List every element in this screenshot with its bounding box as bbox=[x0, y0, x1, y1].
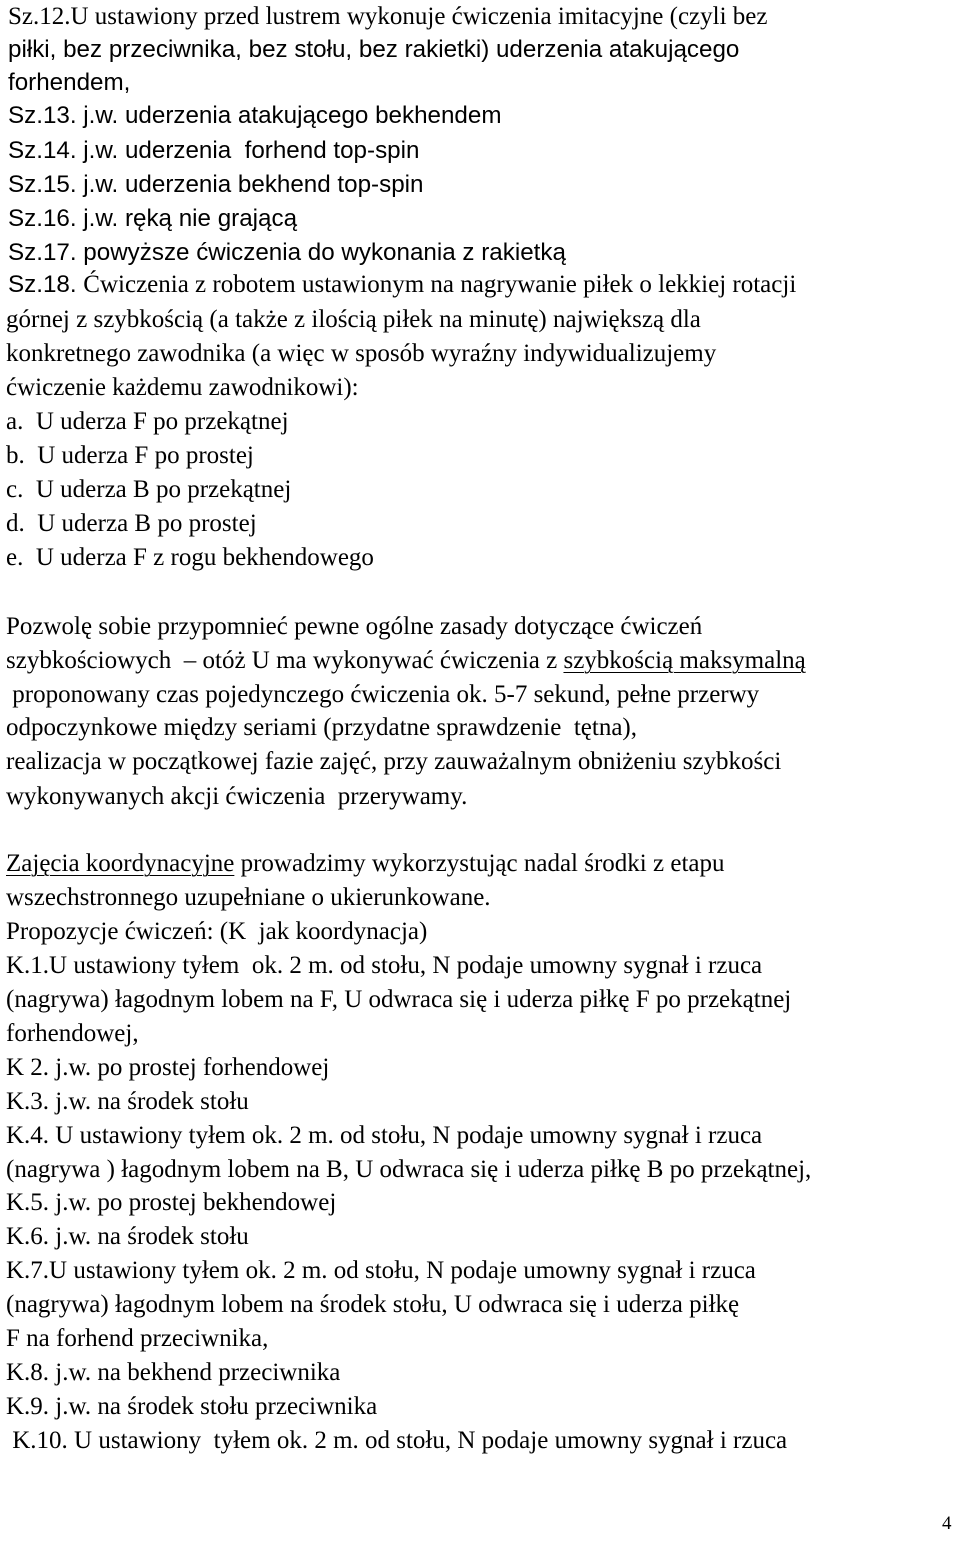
text-line bbox=[6, 646, 806, 676]
text-line-principles: Pozwolę sobie przypomnieć pewne ogólne zasady dotyczące ćwiczeń bbox=[6, 613, 703, 640]
text-line-coordination bbox=[6, 849, 724, 879]
text-line: (nagrywa ) łagodnym lobem na B, U odwraca się i uderza piłkę B po przekątnej, bbox=[6, 1156, 812, 1183]
underlined-text: szybkością maksymalną bbox=[563, 647, 806, 674]
text-line: górnej z szybkością (a także z ilością piłek na minutę) największą dla bbox=[6, 306, 701, 333]
text-line-sz15: Sz.15. j.w. uderzenia bekhend top-spin bbox=[8, 171, 424, 198]
text-line-sz13: Sz.13. j.w. uderzenia atakującego bekhendem bbox=[8, 102, 502, 129]
text-line: odpoczynkowe między seriami (przydatne sprawdzenie tętna), bbox=[6, 714, 637, 741]
list-item-d: d. U uderza B po prostej bbox=[6, 510, 257, 537]
sz18-text: Ćwiczenia z robotem ustawionym na nagrywanie piłek o lekkiej rotacji bbox=[83, 271, 797, 298]
text-line: piłki, bez przeciwnika, bez stołu, bez rakietki) uderzenia atakującego bbox=[8, 36, 740, 63]
list-item-a: a. U uderza F po przekątnej bbox=[6, 408, 289, 435]
text-line-k5: K.5. j.w. po prostej bekhendowej bbox=[6, 1189, 337, 1216]
text-segment: szybkościowych – otóż U ma wykonywać ćwiczenia z bbox=[6, 647, 564, 674]
text-line-k2: K 2. j.w. po prostej forhendowej bbox=[6, 1054, 330, 1081]
text-line-k9: K.9. j.w. na środek stołu przeciwnika bbox=[6, 1393, 378, 1420]
page-number: 4 bbox=[942, 1513, 952, 1534]
text-line-k4: K.4. U ustawiony tyłem ok. 2 m. od stołu, N podaje umowny sygnał i rzuca bbox=[6, 1122, 763, 1149]
text-line: forhendowej, bbox=[6, 1020, 139, 1047]
sz18-prefix: Sz.18. bbox=[8, 271, 84, 298]
list-item-b: b. U uderza F po prostej bbox=[6, 442, 254, 469]
text-line-k3: K.3. j.w. na środek stołu bbox=[6, 1088, 249, 1115]
text-line: forhendem, bbox=[8, 69, 131, 96]
text-line-k8: K.8. j.w. na bekhend przeciwnika bbox=[6, 1359, 341, 1386]
text-line: (nagrywa) łagodnym lobem na środek stołu, U odwraca się i uderza piłkę bbox=[6, 1291, 740, 1318]
text-line: konkretnego zawodnika (a więc w sposób wyraźny indywidualizujemy bbox=[6, 340, 717, 367]
text-line: (nagrywa) łagodnym lobem na F, U odwraca się i uderza piłkę F po przekątnej bbox=[6, 986, 792, 1013]
text-line-k7: K.7.U ustawiony tyłem ok. 2 m. od stołu, N podaje umowny sygnał i rzuca bbox=[6, 1257, 756, 1284]
text-segment: prowadzimy wykorzystując nadal środki z etapu bbox=[234, 850, 725, 877]
text-line-proposals: Propozycje ćwiczeń: (K jak koordynacja) bbox=[6, 918, 428, 945]
text-line: ćwiczenie każdemu zawodnikowi): bbox=[6, 374, 359, 401]
text-line: F na forhend przeciwnika, bbox=[6, 1325, 269, 1352]
text-line-sz12: Sz.12.U ustawiony przed lustrem wykonuje ćwiczenia imitacyjne (czyli bez bbox=[8, 3, 768, 30]
underlined-heading: Zajęcia koordynacyjne bbox=[6, 850, 235, 877]
text-line-sz17: Sz.17. powyższe ćwiczenia do wykonania z rakietką bbox=[8, 239, 566, 266]
text-line: wszechstronnego uzupełniane o ukierunkowane. bbox=[6, 884, 491, 911]
text-line-k10: K.10. U ustawiony tyłem ok. 2 m. od stołu, N podaje umowny sygnał i rzuca bbox=[6, 1427, 788, 1454]
text-line: realizacja w początkowej fazie zajęć, przy zauważalnym obniżeniu szybkości bbox=[6, 748, 782, 775]
text-line-k1: K.1.U ustawiony tyłem ok. 2 m. od stołu, N podaje umowny sygnał i rzuca bbox=[6, 952, 763, 979]
text-line-sz16: Sz.16. j.w. ręką nie grającą bbox=[8, 205, 298, 232]
text-line: proponowany czas pojedynczego ćwiczenia ok. 5-7 sekund, pełne przerwy bbox=[6, 681, 760, 708]
text-line-k6: K.6. j.w. na środek stołu bbox=[6, 1223, 249, 1250]
text-line-sz14: Sz.14. j.w. uderzenia forhend top-spin bbox=[8, 137, 420, 164]
list-item-c: c. U uderza B po przekątnej bbox=[6, 476, 292, 503]
list-item-e: e. U uderza F z rogu bekhendowego bbox=[6, 544, 374, 571]
text-line: wykonywanych akcji ćwiczenia przerywamy. bbox=[6, 783, 468, 810]
text-line-sz18 bbox=[8, 270, 796, 300]
